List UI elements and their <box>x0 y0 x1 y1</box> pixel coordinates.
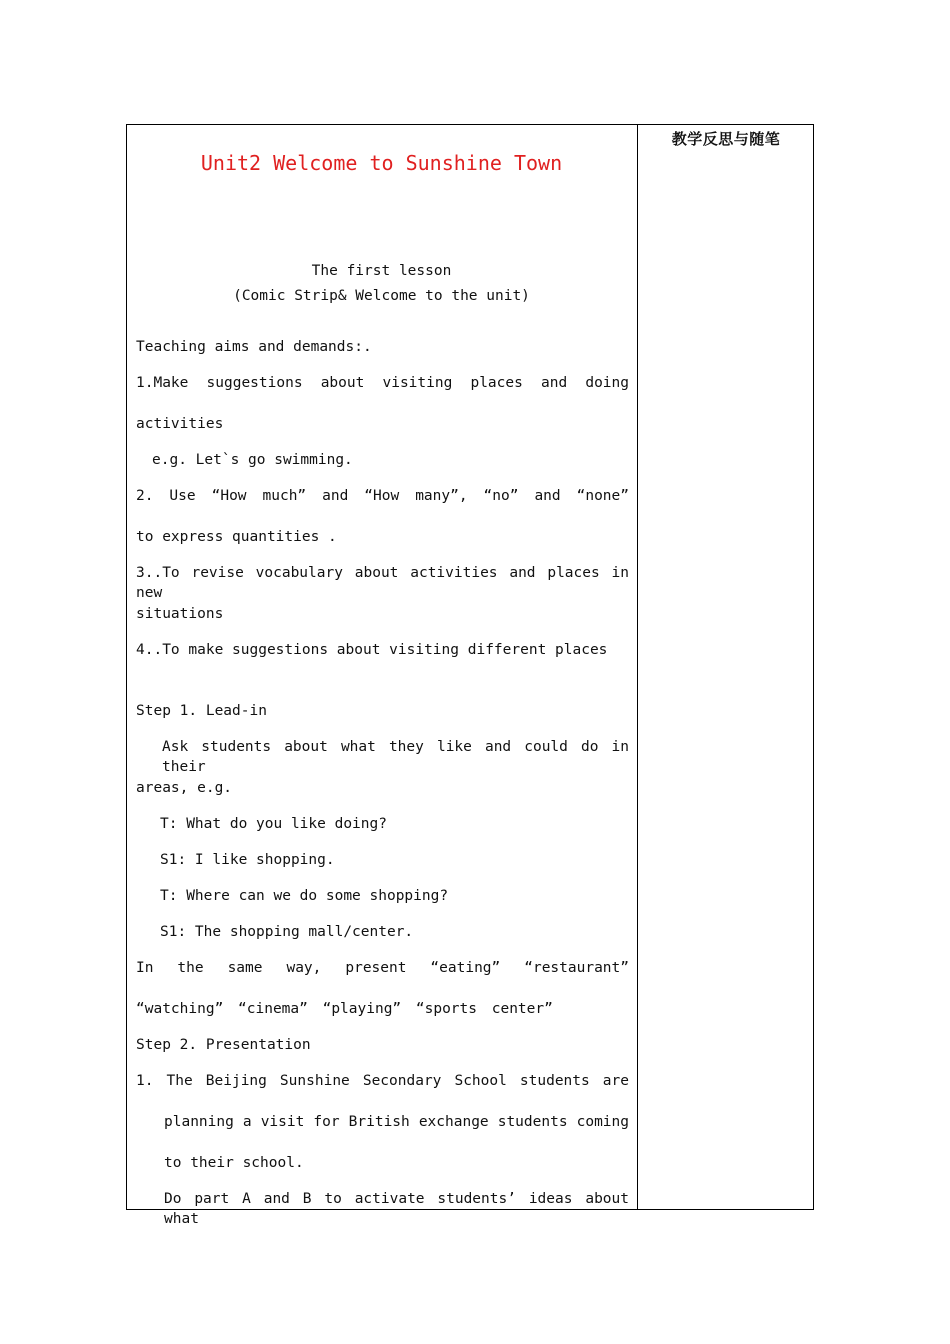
present-line-2: “watching” “cinema” “playing” “sports center” <box>136 1001 553 1017</box>
dialogue-line-2: S1: I like shopping. <box>160 852 335 868</box>
aim-1-example: e.g. Let`s go swimming. <box>152 452 353 468</box>
step-2-heading: Step 2. Presentation <box>136 1037 311 1053</box>
unit-title: Unit2 Welcome to Sunshine Town <box>200 151 563 175</box>
presentation-1-line-1: 1. The Beijing Sunshine Secondary School students are <box>136 1073 629 1089</box>
reflection-column-title: 教学反思与随笔 <box>671 130 781 148</box>
column-divider <box>637 124 638 1210</box>
presentation-1-line-4: Do part A and B to activate students’ ideas about what <box>164 1191 629 1227</box>
aim-2-line-1: 2. Use “How much” and “How many”, “no” and “none” <box>136 488 629 504</box>
step-1-line-1: Ask students about what they like and could do in their <box>162 739 629 775</box>
aims-heading: Teaching aims and demands:. <box>136 339 372 355</box>
presentation-1-line-3: to their school. <box>164 1155 304 1171</box>
dialogue-line-1: T: What do you like doing? <box>160 816 387 832</box>
aim-2-line-2: to express quantities . <box>136 529 337 545</box>
dialogue-line-3: T: Where can we do some shopping? <box>160 888 449 904</box>
presentation-1-line-2: planning a visit for British exchange students coming <box>164 1114 629 1130</box>
present-line-1: In the same way, present “eating” “restaurant” <box>136 960 629 976</box>
aim-1-line-1: 1.Make suggestions about visiting places and doing <box>136 375 629 391</box>
dialogue-line-4: S1: The shopping mall/center. <box>160 924 414 940</box>
step-1-line-2: areas, e.g. <box>136 780 233 796</box>
aim-1-line-2: activities <box>136 416 224 432</box>
aim-3-line-1: 3..To revise vocabulary about activities and places in new <box>136 565 629 601</box>
aim-4: 4..To make suggestions about visiting different places <box>136 642 608 658</box>
aim-3-line-2: situations <box>136 606 224 622</box>
lesson-subtitle: (Comic Strip& Welcome to the unit) <box>233 288 530 304</box>
lesson-title: The first lesson <box>311 263 452 279</box>
step-1-heading: Step 1. Lead-in <box>136 703 267 719</box>
